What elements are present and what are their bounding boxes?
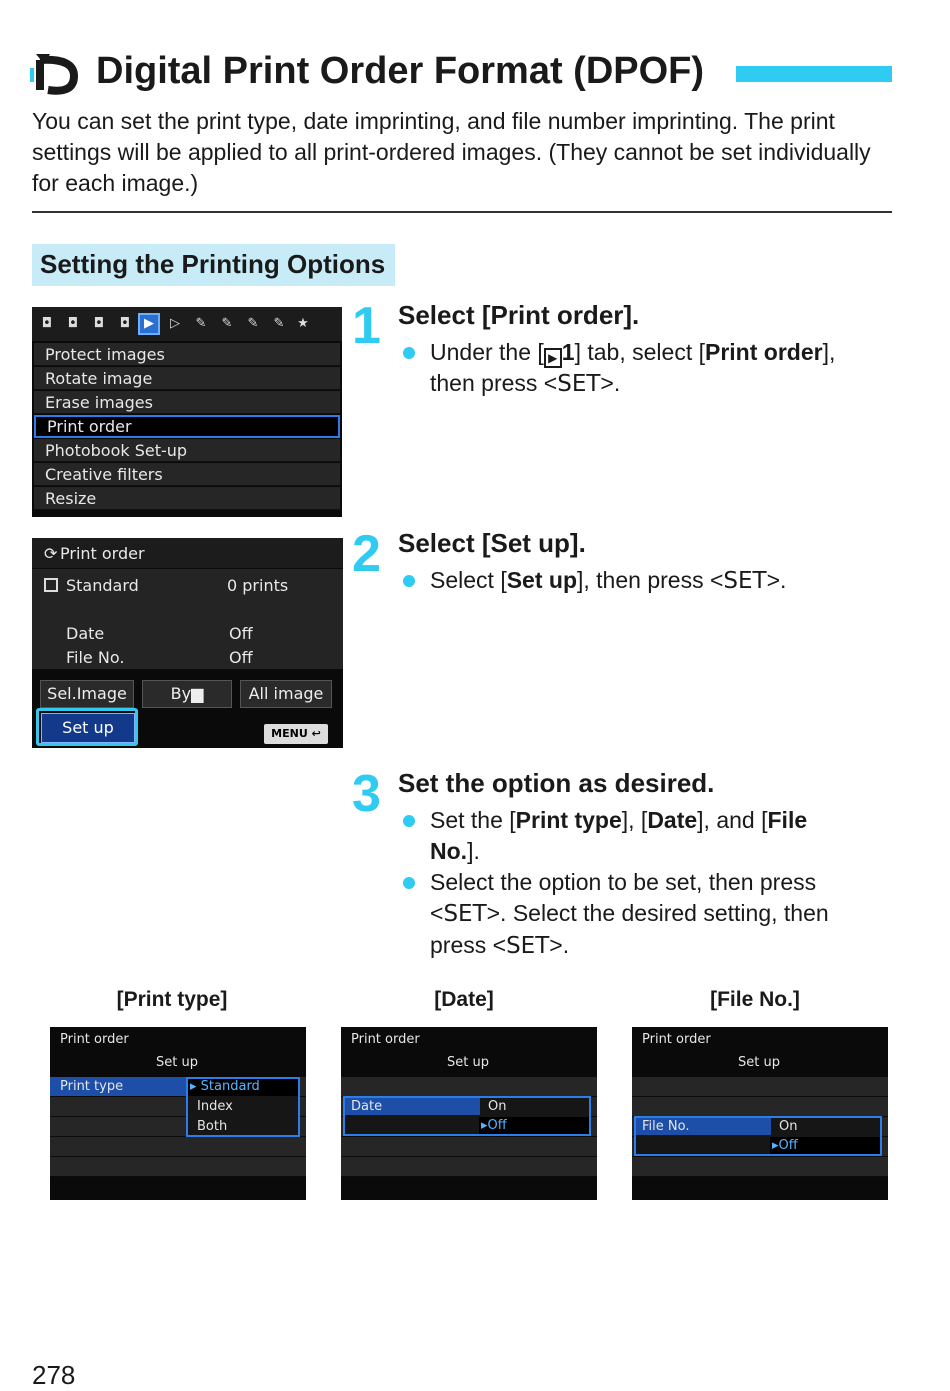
shooting-tab-icon[interactable]: ◘ xyxy=(93,316,105,331)
text: Under the [ xyxy=(430,339,544,365)
menu-return-button[interactable] xyxy=(264,724,328,744)
step-instruction xyxy=(430,337,900,400)
text: press < xyxy=(430,932,507,958)
tab-number: 1 xyxy=(561,339,575,365)
option[interactable]: Off xyxy=(487,1118,507,1133)
setup-button-highlight[interactable] xyxy=(36,708,138,746)
page-title: Digital Print Order Format (DPOF) xyxy=(96,50,705,92)
bold-text: Set up xyxy=(506,567,577,593)
setup-button[interactable]: Set up xyxy=(41,713,135,743)
file-no-screen xyxy=(632,1027,888,1200)
text: >. xyxy=(766,567,787,593)
step-title: Select [Set up]. xyxy=(398,528,586,558)
print-order-icon: ⟳ xyxy=(44,544,58,563)
option[interactable]: Both xyxy=(197,1119,228,1134)
bullet-dot xyxy=(403,575,415,587)
text: ], and [ xyxy=(697,807,768,833)
menu-item-erase[interactable]: Erase images xyxy=(34,391,340,414)
by-folder-label: By xyxy=(170,684,192,703)
return-icon: ↩ xyxy=(311,727,321,740)
all-image-button[interactable]: All image xyxy=(240,680,332,708)
text: Set the [ xyxy=(430,807,516,833)
date-label: Date xyxy=(66,624,105,643)
text: >. xyxy=(549,932,570,958)
text: ], then press < xyxy=(577,567,724,593)
print-order-icon xyxy=(30,50,82,96)
bold-text: File xyxy=(767,807,808,833)
screen-title: Print order xyxy=(642,1032,711,1047)
shooting-tab-icon[interactable]: ◘ xyxy=(119,316,131,331)
text: >. Select the desired setting, then xyxy=(486,900,829,926)
camera-menu-screen xyxy=(32,307,342,517)
screen-subtitle: Set up xyxy=(738,1055,780,1070)
shooting-tab-icon[interactable]: ◘ xyxy=(67,316,79,331)
text: ], xyxy=(822,339,836,365)
sel-image-button[interactable]: Sel.Image xyxy=(40,680,134,708)
page-title-row xyxy=(30,44,900,100)
step-instruction xyxy=(430,867,900,962)
menu-label: MENU xyxy=(271,727,308,740)
set-button-label: SET xyxy=(443,901,487,927)
text: ], [ xyxy=(621,807,648,833)
option[interactable]: Off xyxy=(778,1138,798,1153)
step-title: Set the option as desired. xyxy=(398,768,715,798)
step-number: 2 xyxy=(352,525,381,583)
intro-paragraph: You can set the print type, date imprinting, and file number imprinting. The print settings will be applied to all print-ordered images. (They cannot be set individually for each image.) xyxy=(32,108,871,196)
menu-item-resize[interactable]: Resize xyxy=(34,487,340,510)
print-count: 0 prints xyxy=(227,576,289,595)
text: then press < xyxy=(430,370,558,396)
setup-tab-icon[interactable]: ✎ xyxy=(247,316,259,331)
page-number: 278 xyxy=(32,1360,76,1390)
text: Select the option to be set, then press xyxy=(430,869,817,895)
folder-icon: ▆ xyxy=(191,684,204,703)
screen-caption: [File No.] xyxy=(710,988,800,1011)
bullet-dot xyxy=(403,347,415,359)
menu-item-photobook[interactable]: Photobook Set-up xyxy=(34,439,340,462)
playback-tab-icon[interactable]: ▷ xyxy=(170,316,180,331)
print-order-screen xyxy=(32,538,343,748)
option[interactable]: On xyxy=(488,1099,507,1114)
set-button-label: SET xyxy=(506,933,550,959)
screen-subtitle: Set up xyxy=(156,1055,198,1070)
print-type-value: Standard xyxy=(66,576,139,595)
standard-print-icon xyxy=(44,578,58,592)
set-button-label: SET xyxy=(557,371,601,397)
date-value: Off xyxy=(229,624,253,643)
title-accent-bar xyxy=(736,66,892,82)
text: Select [ xyxy=(430,567,507,593)
screen-title: Print order xyxy=(60,1032,129,1047)
playback-icon: ▶ xyxy=(544,348,562,368)
text: ]. xyxy=(467,838,480,864)
text: >. xyxy=(600,370,621,396)
screen-caption: [Print type] xyxy=(116,988,228,1011)
screen-title: Print order xyxy=(351,1032,420,1047)
text: ] tab, select [ xyxy=(574,339,705,365)
bullet-dot xyxy=(403,815,415,827)
screen-title: Print order xyxy=(60,544,145,563)
selected-option[interactable]: ▸ Standard xyxy=(190,1079,260,1094)
step-title: Select [Print order]. xyxy=(398,300,640,330)
menu-item-creative-filters[interactable]: Creative filters xyxy=(34,463,340,486)
menu-tab-bar xyxy=(32,307,342,341)
screen-subtitle: Set up xyxy=(447,1055,489,1070)
screen-caption: [Date] xyxy=(434,988,494,1011)
step-number: 1 xyxy=(352,297,381,355)
bold-text: Print order xyxy=(705,339,823,365)
menu-item-rotate[interactable]: Rotate image xyxy=(34,367,340,390)
section-heading: Setting the Printing Options xyxy=(32,244,395,286)
date-screen xyxy=(341,1027,597,1200)
option-label: Print type xyxy=(60,1079,124,1094)
setup-tab-icon[interactable]: ✎ xyxy=(221,316,233,331)
option[interactable]: On xyxy=(779,1119,798,1134)
by-folder-button[interactable] xyxy=(142,680,232,708)
bold-text: Print type xyxy=(515,807,622,833)
step-instruction xyxy=(430,565,900,597)
selected-option[interactable]: ▸Off xyxy=(772,1138,798,1153)
fileno-label: File No. xyxy=(66,648,125,667)
fileno-value: Off xyxy=(229,648,253,667)
set-button-label: SET xyxy=(723,568,767,594)
text: < xyxy=(430,900,444,926)
option[interactable]: Standard xyxy=(200,1079,260,1094)
menu-item-protect[interactable]: Protect images xyxy=(34,343,340,366)
print-type-screen xyxy=(50,1027,306,1200)
divider xyxy=(32,211,892,213)
bold-text: Date xyxy=(647,807,698,833)
menu-item-print-order[interactable]: Print order xyxy=(34,415,340,438)
my-menu-star-icon[interactable]: ★ xyxy=(297,316,309,331)
option-label: File No. xyxy=(642,1119,690,1134)
playback-tab-icon[interactable]: ▶ xyxy=(140,315,158,333)
selected-option[interactable]: ▸Off xyxy=(481,1118,507,1133)
setup-tab-icon[interactable]: ✎ xyxy=(273,316,285,331)
shooting-tab-icon[interactable]: ◘ xyxy=(41,316,53,331)
step-number: 3 xyxy=(352,765,381,823)
bold-text: No. xyxy=(430,838,468,864)
bullet-dot xyxy=(403,877,415,889)
option-label: Date xyxy=(351,1099,383,1114)
setup-tab-icon[interactable]: ✎ xyxy=(195,316,207,331)
step-instruction xyxy=(430,805,900,867)
option[interactable]: Index xyxy=(197,1099,233,1114)
